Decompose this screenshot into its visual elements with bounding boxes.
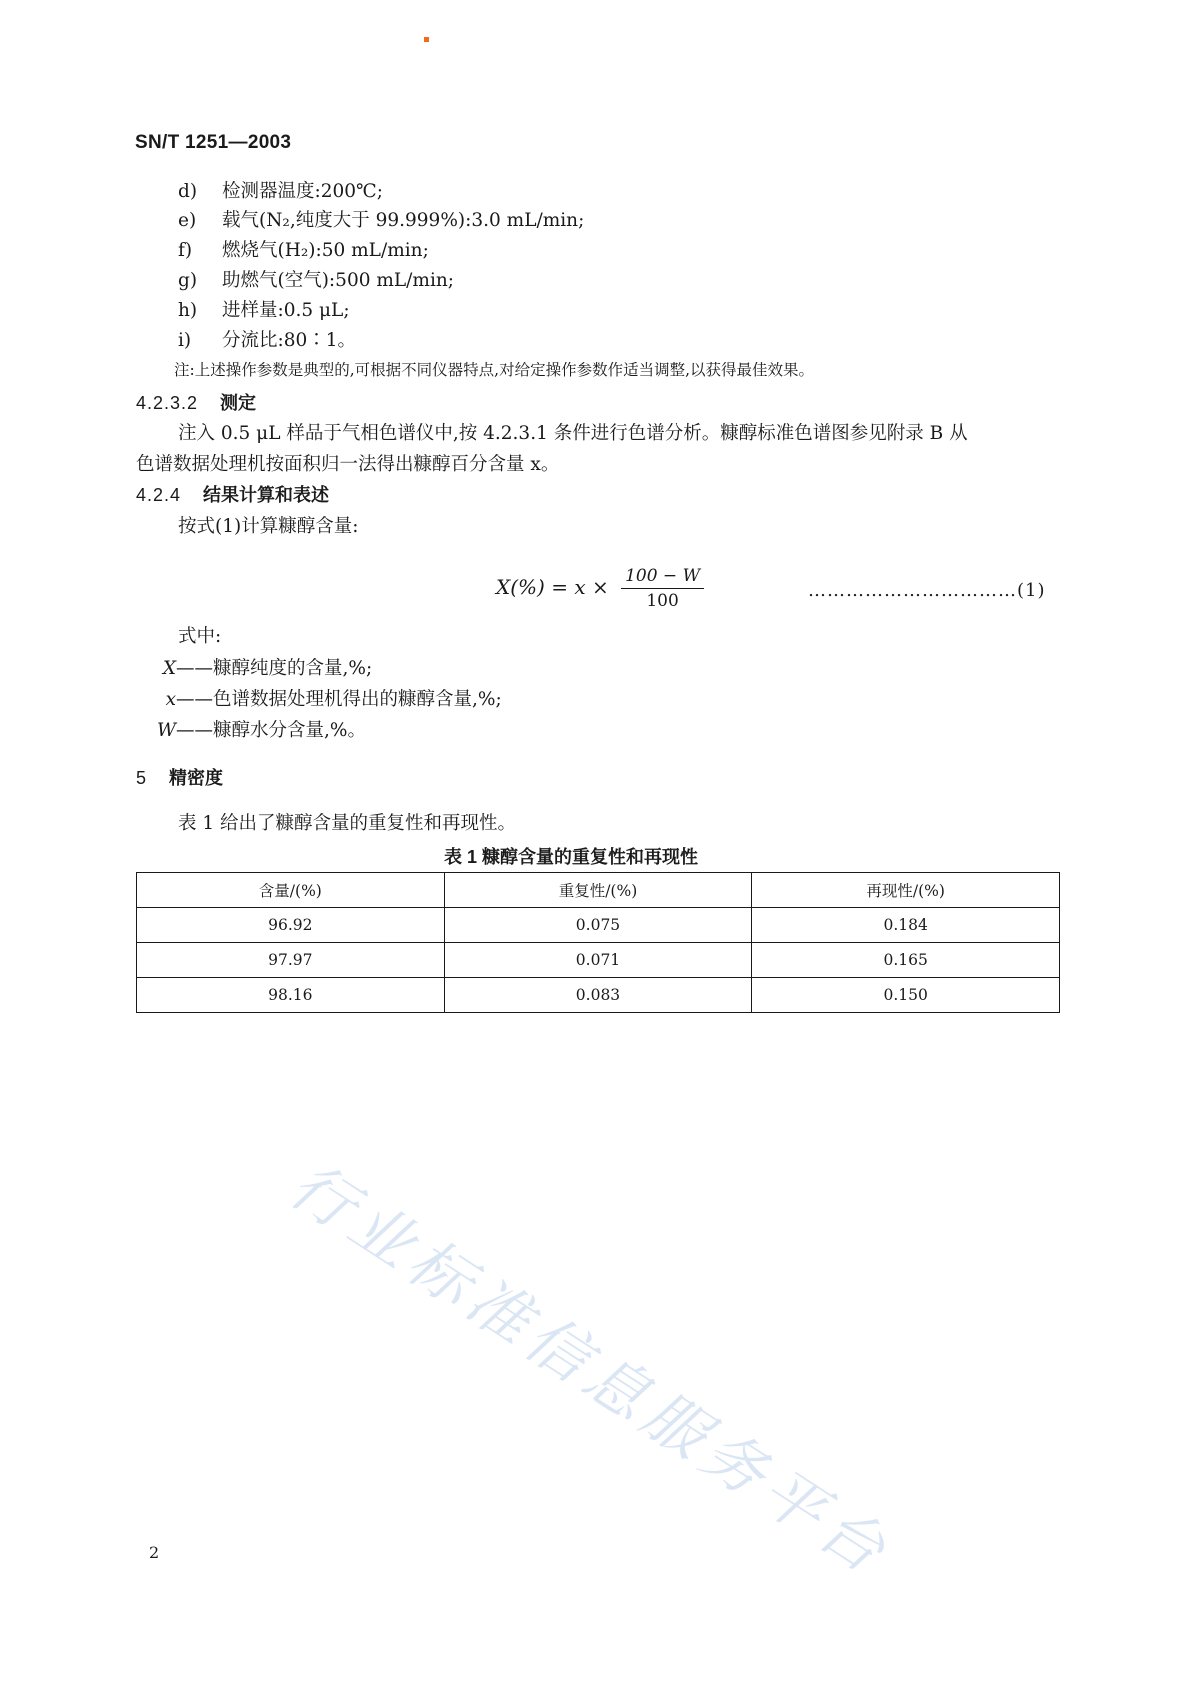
param-item-e — [178, 206, 584, 232]
param-item-i — [178, 326, 356, 352]
table-row — [137, 978, 1060, 1013]
param-label: i) — [178, 330, 192, 351]
note: 注:上述操作参数是典型的,可根据不同仪器特点,对给定操作参数作适当调整,以获得最佳效果。 — [174, 361, 815, 379]
where-var-W — [116, 716, 366, 742]
body-text: 按式(1)计算糠醇含量: — [178, 516, 359, 537]
section-number: 4.2.3.2 — [136, 393, 199, 413]
table-cell: 0.150 — [752, 978, 1060, 1013]
page-number: 2 — [149, 1543, 160, 1562]
body-text: 表 1 给出了糠醇含量的重复性和再现性。 — [178, 813, 517, 834]
var-desc: ——色谱数据处理机得出的糠醇含量,%; — [176, 689, 502, 710]
param-text: 进样量:0.5 μL; — [222, 300, 350, 321]
table-header-cell: 重复性/(%) — [444, 873, 752, 908]
where-heading: 式中: — [178, 626, 222, 647]
param-label: d) — [178, 181, 198, 202]
param-item-f — [178, 236, 429, 262]
var-symbol: x — [165, 689, 176, 710]
param-item-h — [178, 296, 350, 322]
table-cell: 96.92 — [137, 908, 445, 943]
param-text: 助燃气(空气):500 mL/min; — [222, 270, 455, 291]
param-item-g — [178, 266, 454, 292]
table-header-row — [137, 873, 1060, 908]
table-cell: 0.083 — [444, 978, 752, 1013]
table-header-cell: 含量/(%) — [137, 873, 445, 908]
table-cell: 0.184 — [752, 908, 1060, 943]
watermark: 行业标准信息服务平台 — [277, 1148, 905, 1591]
section-number: 5 — [136, 768, 148, 788]
param-text: 载气(N₂,纯度大于 99.999%):3.0 mL/min; — [222, 210, 585, 231]
orange-marker — [424, 37, 429, 42]
param-label: e) — [178, 210, 197, 231]
table-row — [137, 908, 1060, 943]
precision-table — [136, 872, 1060, 1013]
table-caption: 表 1 糠醇含量的重复性和再现性 — [444, 847, 699, 867]
table-row — [137, 943, 1060, 978]
section-title: 精密度 — [169, 768, 224, 788]
table-cell: 0.071 — [444, 943, 752, 978]
param-label: g) — [178, 270, 198, 291]
formula — [496, 566, 704, 611]
param-label: h) — [178, 300, 198, 321]
table-cell: 0.075 — [444, 908, 752, 943]
formula-numerator: 100 − W — [621, 566, 704, 589]
formula-denominator: 100 — [646, 591, 679, 611]
where-var-x — [116, 685, 502, 711]
formula-lhs: X(%) = x × — [496, 575, 609, 599]
section-heading-424 — [136, 481, 329, 507]
equation-number: ……………………………(1) — [808, 580, 1046, 601]
var-desc: ——糠醇纯度的含量,%; — [176, 658, 373, 679]
table-cell: 0.165 — [752, 943, 1060, 978]
table-header-cell: 再现性/(%) — [752, 873, 1060, 908]
where-var-X — [116, 654, 372, 680]
section-heading-4232 — [136, 389, 256, 415]
section-number: 4.2.4 — [136, 485, 182, 505]
param-text: 燃烧气(H₂):50 mL/min; — [222, 240, 429, 261]
param-text: 检测器温度:200℃; — [222, 181, 383, 202]
var-desc: ——糠醇水分含量,%。 — [176, 720, 366, 741]
param-item-d — [178, 177, 383, 203]
standard-code: SN/T 1251—2003 — [135, 132, 292, 153]
var-symbol: X — [162, 658, 176, 679]
table-cell: 98.16 — [137, 978, 445, 1013]
table-cell: 97.97 — [137, 943, 445, 978]
param-label: f) — [178, 240, 193, 261]
param-text: 分流比:80∶1。 — [222, 330, 357, 351]
section-heading-5 — [136, 764, 223, 790]
body-text: 色谱数据处理机按面积归一法得出糠醇百分含量 x。 — [136, 454, 560, 475]
section-title: 测定 — [220, 393, 257, 413]
var-symbol: W — [156, 720, 176, 741]
formula-fraction — [621, 566, 704, 611]
section-title: 结果计算和表述 — [203, 485, 330, 505]
body-text: 注入 0.5 μL 样品于气相色谱仪中,按 4.2.3.1 条件进行色谱分析。糠醇标准色谱图参见附录 B 从 — [178, 423, 968, 444]
